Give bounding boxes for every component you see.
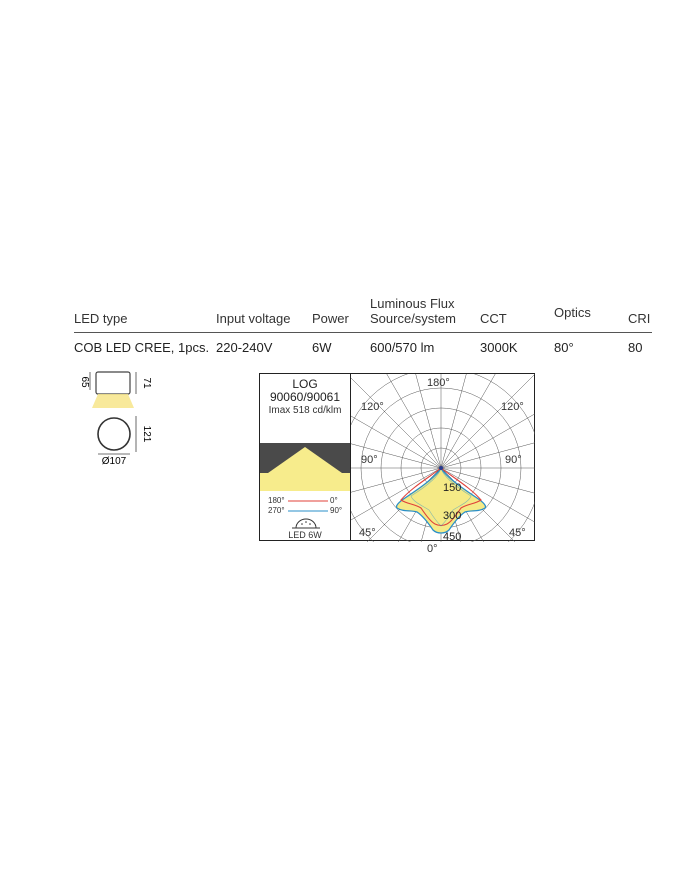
log-code: 90060/90061: [269, 390, 341, 404]
value-cri: 80: [628, 340, 643, 355]
label-90-left: 90°: [361, 454, 378, 466]
header-source-system: Source/system: [370, 311, 456, 326]
legend-90: 90°: [330, 506, 343, 515]
label-90-right: 90°: [505, 454, 522, 466]
label-45-right: 45°: [509, 527, 526, 539]
legend-blue-line: [288, 509, 328, 513]
log-panel: [259, 373, 351, 541]
dimension-drawing: [70, 366, 160, 466]
header-power: Power: [312, 311, 349, 326]
fixture-side-view: [96, 372, 130, 394]
label-180: 180°: [427, 377, 450, 389]
value-optics: 80°: [554, 340, 574, 355]
label-45-left: 45°: [359, 527, 376, 539]
polar-diagram: [351, 373, 535, 555]
header-luminous-flux: Luminous Flux: [370, 296, 455, 311]
label-0: 0°: [427, 543, 438, 555]
header-cri: CRI: [628, 311, 651, 326]
fixture-top-view: [98, 418, 130, 450]
legend-180: 180°: [268, 496, 285, 505]
beam-floor: [260, 473, 350, 491]
legend-270: 270°: [268, 506, 285, 515]
value-luminous-flux: 600/570 lm: [370, 340, 435, 355]
dim-diameter: Ø107: [101, 456, 127, 467]
beam-preview: [260, 443, 350, 491]
led-label: LED 6W: [288, 530, 322, 540]
light-glow: [92, 394, 134, 408]
dim-depth: 121: [141, 425, 152, 443]
curve-c90-270: [396, 468, 485, 533]
dim-height-large: 71: [141, 377, 152, 389]
header-cct: CCT: [480, 311, 507, 326]
value-power: 6W: [312, 340, 332, 355]
log-title: LOG: [292, 377, 318, 391]
dimension-svg: [70, 366, 160, 466]
led-dome-icon: [286, 516, 326, 530]
legend-red-line: [288, 499, 328, 503]
table-divider: [74, 332, 652, 333]
label-120-left: 120°: [361, 401, 384, 413]
value-input-voltage: 220-240V: [216, 340, 273, 355]
polar-center-point: [439, 466, 443, 470]
value-led-type: COB LED CREE, 1pcs.: [74, 340, 210, 355]
header-input-voltage: Input voltage: [216, 311, 291, 326]
dim-height-small: 65: [79, 376, 90, 388]
ring-300: 300: [443, 510, 462, 522]
value-cct: 3000K: [480, 340, 518, 355]
header-led-type: LED type: [74, 311, 128, 326]
legend-0: 0°: [330, 496, 338, 505]
ring-450: 450: [443, 531, 462, 543]
log-imax: Imax 518 cd/klm: [268, 405, 342, 416]
header-optics: Optics: [554, 305, 591, 320]
polar-svg: [351, 374, 535, 555]
label-120-right: 120°: [501, 401, 524, 413]
ring-150: 150: [443, 482, 462, 494]
